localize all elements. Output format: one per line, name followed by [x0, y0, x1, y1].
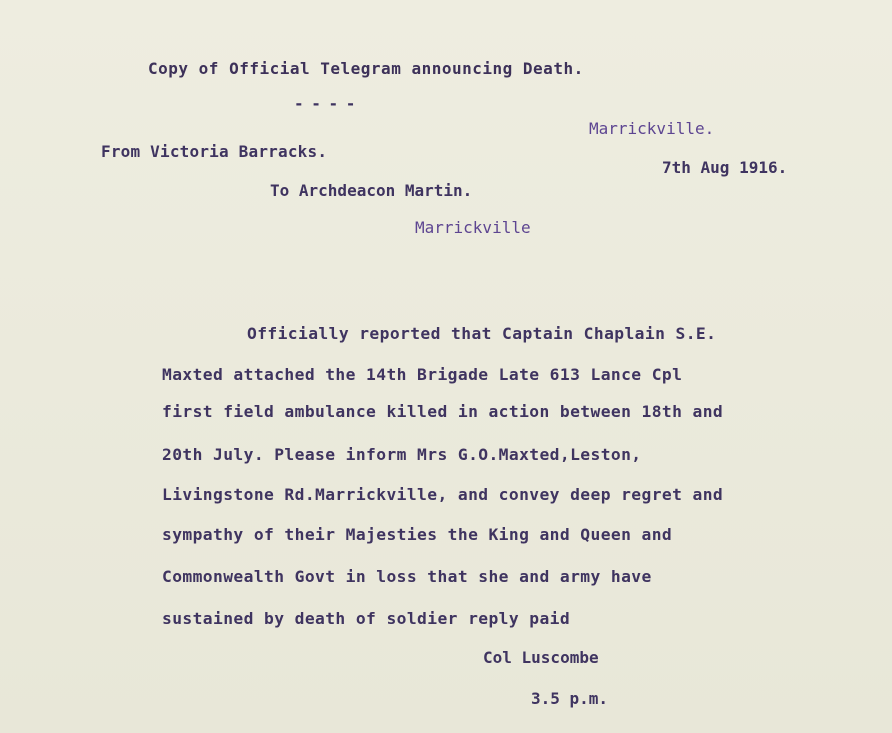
recipient-line: To Archdeacon Martin. — [270, 181, 473, 200]
message-line: Officially reported that Captain Chaplain S.E. — [247, 324, 717, 343]
title-separator: - - - - — [294, 94, 355, 113]
message-line: 20th July. Please inform Mrs G.O.Maxted,Leston, — [162, 445, 642, 464]
message-line: sustained by death of soldier reply paid — [162, 609, 571, 628]
telegram-date: 7th Aug 1916. — [662, 158, 788, 177]
document-title: Copy of Official Telegram announcing Death. — [148, 59, 584, 78]
signature: Col Luscombe — [483, 648, 599, 667]
message-line: sympathy of their Majesties the King and Queen and — [162, 525, 673, 544]
sender-line: From Victoria Barracks. — [101, 142, 328, 161]
message-line: Commonwealth Govt in loss that she and army have — [162, 567, 652, 586]
message-line: Livingstone Rd.Marrickville, and convey deep regret and — [162, 485, 724, 504]
message-line: Maxted attached the 14th Brigade Late 613 Lance Cpl — [162, 365, 683, 384]
dispatch-time: 3.5 p.m. — [531, 689, 609, 708]
message-line: first field ambulance killed in action between 18th and — [162, 402, 724, 421]
receiving-place: Marrickville. — [589, 119, 715, 138]
recipient-place: Marrickville — [415, 218, 531, 237]
